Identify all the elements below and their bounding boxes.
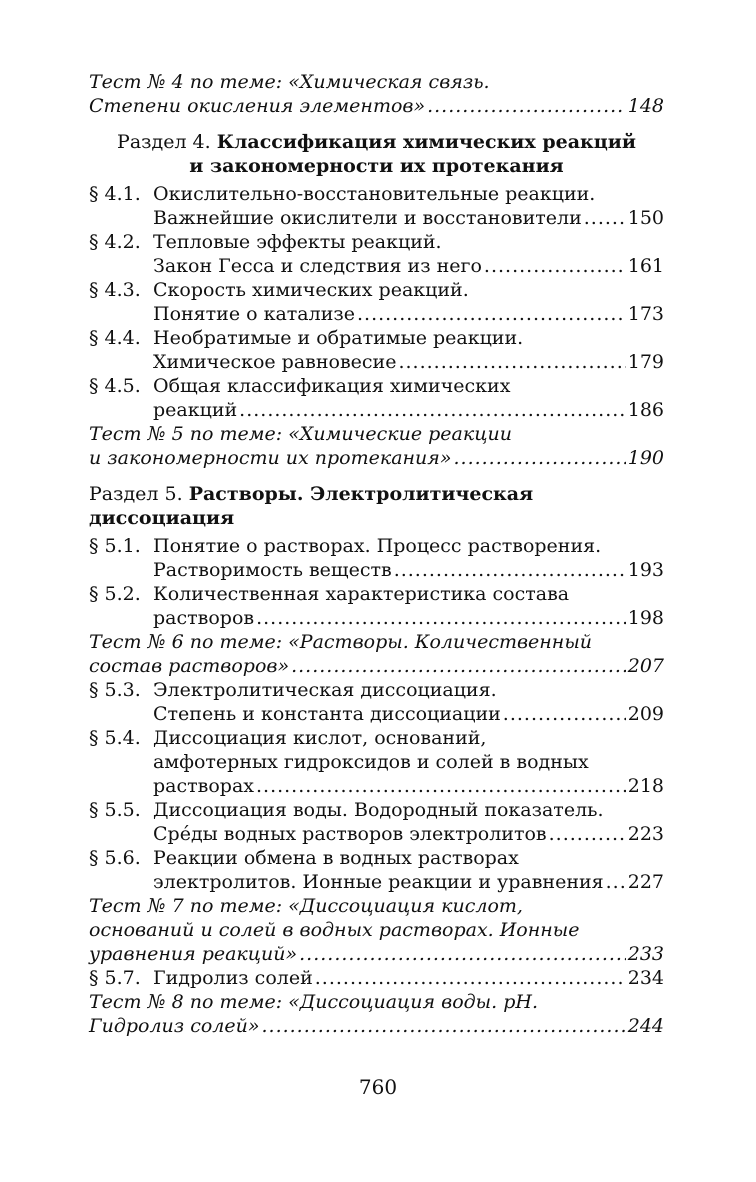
- section-label: Раздел 4.: [117, 131, 217, 153]
- toc-paragraph-entry: [89, 326, 664, 374]
- dot-leader: [315, 966, 626, 990]
- toc-page-number: 244: [627, 1015, 664, 1037]
- toc-entry-line: Тест № 6 по теме: «Растворы. Количественный: [89, 631, 593, 653]
- toc-entry-text: Сре́ды водных растворов электролитов: [153, 823, 547, 845]
- toc-entry-line: Тест № 5 по теме: «Химические реакции: [89, 423, 512, 445]
- toc-entry-text: электролитов. Ионные реакции и уравнения: [153, 871, 604, 893]
- dot-leader: [256, 606, 626, 630]
- toc-test-entry: [89, 70, 664, 118]
- toc-entry-last-line: [89, 1014, 664, 1038]
- toc-entry-last-line: [153, 966, 664, 990]
- paragraph-title: [153, 966, 664, 990]
- toc-paragraph-entry: [89, 230, 664, 278]
- toc-entry-text: уравнения реакций»: [89, 943, 298, 965]
- dot-leader: [261, 1014, 625, 1038]
- dot-leader: [427, 94, 626, 118]
- paragraph-number: § 5.4.: [89, 727, 141, 749]
- dot-leader: [484, 254, 626, 278]
- toc-page-number: 227: [627, 871, 664, 893]
- toc-entry-text: растворах: [153, 775, 254, 797]
- paragraph-title: [153, 678, 664, 726]
- toc-entry-last-line: [153, 302, 664, 326]
- toc-entry-text: состав растворов»: [89, 655, 290, 677]
- toc-test-entry: [89, 630, 664, 678]
- toc-entry-text: Химическое равновесие: [153, 351, 397, 373]
- dot-leader: [549, 822, 626, 846]
- toc-page-number: 234: [627, 967, 664, 989]
- paragraph-title: [153, 726, 664, 798]
- toc-page-number: 207: [627, 655, 664, 677]
- toc-page-number: 190: [627, 447, 664, 469]
- section-heading-line: [89, 482, 664, 530]
- dot-leader: [291, 654, 626, 678]
- toc-entry-last-line: [153, 702, 664, 726]
- paragraph-title: [153, 182, 664, 230]
- toc-page-number: 150: [627, 207, 664, 229]
- paragraph-title: [153, 374, 664, 422]
- toc-entry-text: Степень и константа диссоциации: [153, 703, 501, 725]
- paragraph-number: § 5.3.: [89, 679, 141, 701]
- paragraph-number: § 4.1.: [89, 183, 141, 205]
- section-heading: [89, 130, 664, 178]
- toc-entry-last-line: [153, 350, 664, 374]
- toc-entry-line: Необратимые и обратимые реакции.: [153, 327, 524, 349]
- toc-entry-line: амфотерных гидроксидов и солей в водных: [153, 751, 589, 773]
- toc-entry-line: Тест № 7 по теме: «Диссоциация кислот,: [89, 895, 523, 917]
- paragraph-number: § 4.5.: [89, 375, 141, 397]
- toc-test-entry: [89, 990, 664, 1038]
- toc-test-entry: [89, 894, 664, 966]
- toc-paragraph-entry: [89, 798, 664, 846]
- toc-page-number: 209: [627, 703, 664, 725]
- dot-leader: [394, 558, 626, 582]
- paragraph-number: § 5.7.: [89, 967, 141, 989]
- section-heading: [89, 482, 664, 530]
- toc-entry-line: Общая классификация химических: [153, 375, 511, 397]
- toc-page-number: 161: [627, 255, 664, 277]
- toc-entry-text: Понятие о катализе: [153, 303, 355, 325]
- toc-entry-line: Электролитическая диссоциация.: [153, 679, 497, 701]
- section-heading-line: [89, 154, 664, 178]
- toc-entry-text: Растворимость веществ: [153, 559, 392, 581]
- toc-entry-last-line: [153, 822, 664, 846]
- toc-entry-last-line: [153, 254, 664, 278]
- toc-entry-line: Тепловые эффекты реакций.: [153, 231, 442, 253]
- section-title: Классификация химических реакций: [216, 131, 636, 153]
- toc-paragraph-entry: [89, 966, 664, 990]
- toc-paragraph-entry: [89, 374, 664, 422]
- toc-page-number: 218: [627, 775, 664, 797]
- toc-paragraph-entry: [89, 278, 664, 326]
- paragraph-number: § 5.5.: [89, 799, 141, 821]
- toc-entry-last-line: [153, 206, 664, 230]
- page-number: 760: [358, 1075, 398, 1099]
- toc-entry-text: Важнейшие окислители и восстановители: [153, 207, 582, 229]
- toc-entry-line: Тест № 8 по теме: «Диссоциация воды. pH.: [89, 991, 539, 1013]
- paragraph-title: [153, 846, 664, 894]
- section-title: и закономерности их протекания: [189, 155, 564, 177]
- toc-entry-last-line: [153, 870, 664, 894]
- paragraph-number: § 5.6.: [89, 847, 141, 869]
- paragraph-title: [153, 582, 664, 630]
- toc-page-number: 179: [627, 351, 664, 373]
- toc-entry-last-line: [153, 774, 664, 798]
- dot-leader: [606, 870, 626, 894]
- toc-entry-last-line: [89, 654, 664, 678]
- toc-paragraph-entry: [89, 846, 664, 894]
- toc-entry-text: реакций: [153, 399, 238, 421]
- toc-page-number: 148: [627, 95, 664, 117]
- toc-page-number: 223: [627, 823, 664, 845]
- section-heading-line: [89, 130, 664, 154]
- toc-page-number: 198: [627, 607, 664, 629]
- toc-paragraph-entry: [89, 534, 664, 582]
- toc-paragraph-entry: [89, 678, 664, 726]
- paragraph-number: § 4.3.: [89, 279, 141, 301]
- toc-entry-text: Степени окисления элементов»: [89, 95, 426, 117]
- toc-entry-last-line: [89, 94, 664, 118]
- section-label: Раздел 5.: [89, 483, 189, 505]
- dot-leader: [584, 206, 626, 230]
- table-of-contents: [89, 70, 664, 1038]
- toc-paragraph-entry: [89, 182, 664, 230]
- dot-leader: [398, 350, 625, 374]
- toc-page-number: 173: [627, 303, 664, 325]
- toc-entry-line: оснований и солей в водных растворах. Ионные: [89, 919, 580, 941]
- toc-entry-line: Скорость химических реакций.: [153, 279, 469, 301]
- toc-entry-line: Тест № 4 по теме: «Химическая связь.: [89, 71, 490, 93]
- toc-entry-text: Гидролиз солей»: [89, 1015, 260, 1037]
- toc-entry-last-line: [89, 942, 664, 966]
- toc-entry-text: Гидролиз солей: [153, 967, 313, 989]
- toc-entry-line: Окислительно-восстановительные реакции.: [153, 183, 596, 205]
- toc-page-number: 233: [627, 943, 664, 965]
- toc-entry-text: Закон Гесса и следствия из него: [153, 255, 482, 277]
- toc-entry-last-line: [89, 446, 664, 470]
- dot-leader: [256, 774, 626, 798]
- dot-leader: [357, 302, 626, 326]
- toc-entry-last-line: [153, 558, 664, 582]
- paragraph-number: § 5.1.: [89, 535, 141, 557]
- toc-entry-text: растворов: [153, 607, 255, 629]
- toc-test-entry: [89, 422, 664, 470]
- toc-entry-last-line: [153, 398, 664, 422]
- toc-entry-line: Реакции обмена в водных растворах: [153, 847, 519, 869]
- section-title: Растворы. Электролитическая диссоциация: [89, 483, 534, 529]
- toc-entry-line: Понятие о растворах. Процесс растворения.: [153, 535, 602, 557]
- toc-paragraph-entry: [89, 582, 664, 630]
- toc-paragraph-entry: [89, 726, 664, 798]
- paragraph-title: [153, 326, 664, 374]
- toc-entry-line: Количественная характеристика состава: [153, 583, 570, 605]
- toc-entry-line: Диссоциация кислот, оснований,: [153, 727, 487, 749]
- dot-leader: [299, 942, 626, 966]
- paragraph-title: [153, 278, 664, 326]
- paragraph-number: § 4.4.: [89, 327, 141, 349]
- toc-page-number: 193: [627, 559, 664, 581]
- toc-entry-line: Диссоциация воды. Водородный показатель.: [153, 799, 604, 821]
- paragraph-title: [153, 798, 664, 846]
- paragraph-number: § 4.2.: [89, 231, 141, 253]
- paragraph-title: [153, 534, 664, 582]
- dot-leader: [503, 702, 626, 726]
- paragraph-number: § 5.2.: [89, 583, 141, 605]
- dot-leader: [239, 398, 626, 422]
- toc-entry-text: и закономерности их протекания»: [89, 447, 452, 469]
- toc-entry-last-line: [153, 606, 664, 630]
- dot-leader: [453, 446, 625, 470]
- paragraph-title: [153, 230, 664, 278]
- toc-page-number: 186: [627, 399, 664, 421]
